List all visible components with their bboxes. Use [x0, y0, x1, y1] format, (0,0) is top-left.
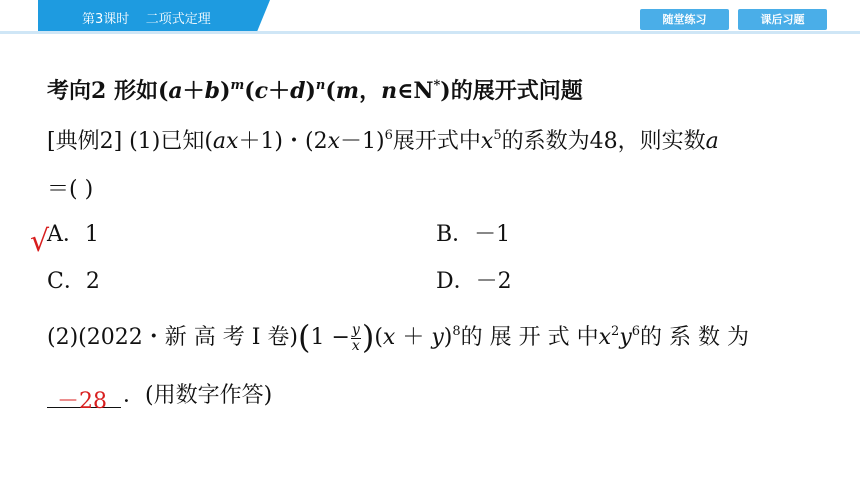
example-question-line2: ＝( ) [47, 177, 94, 202]
homework-button[interactable]: 课后习题 [738, 9, 827, 30]
lesson-title: 第3课时 二项式定理 [82, 12, 211, 27]
option-b[interactable]: B．－1 [436, 222, 511, 247]
question-part2: (2)(2022・新 高 考 Ⅰ 卷)(1 − $\frac{y}{x}$ )$(x + y)^8$的 展 开 式 中$x^2y^6$的 系 数 为 [47, 318, 750, 356]
option-c[interactable]: C．2 [47, 269, 100, 294]
section-heading: 考向2 形如$(a+b)^m(c+d)^n(m$，n∈N*)的展开式问题 [47, 78, 583, 104]
practice-button[interactable]: 随堂练习 [640, 9, 729, 30]
option-d[interactable]: D．－2 [436, 269, 512, 294]
option-a[interactable]: A．1 [47, 222, 99, 247]
answer-instruction: ．(用数字作答) [123, 383, 273, 408]
top-bar [0, 0, 860, 34]
correct-check-icon: √ [30, 224, 50, 259]
answer-value: －28 [57, 389, 107, 414]
header-divider [0, 31, 860, 34]
fraction-y-over-x: $\frac{y}{x}$ [351, 321, 360, 354]
example-question-line1: [典例2] (1)已知(ax＋1)・$(2x-1)^6$展开式中$x^5$的系数为48，则实数a [47, 128, 719, 154]
